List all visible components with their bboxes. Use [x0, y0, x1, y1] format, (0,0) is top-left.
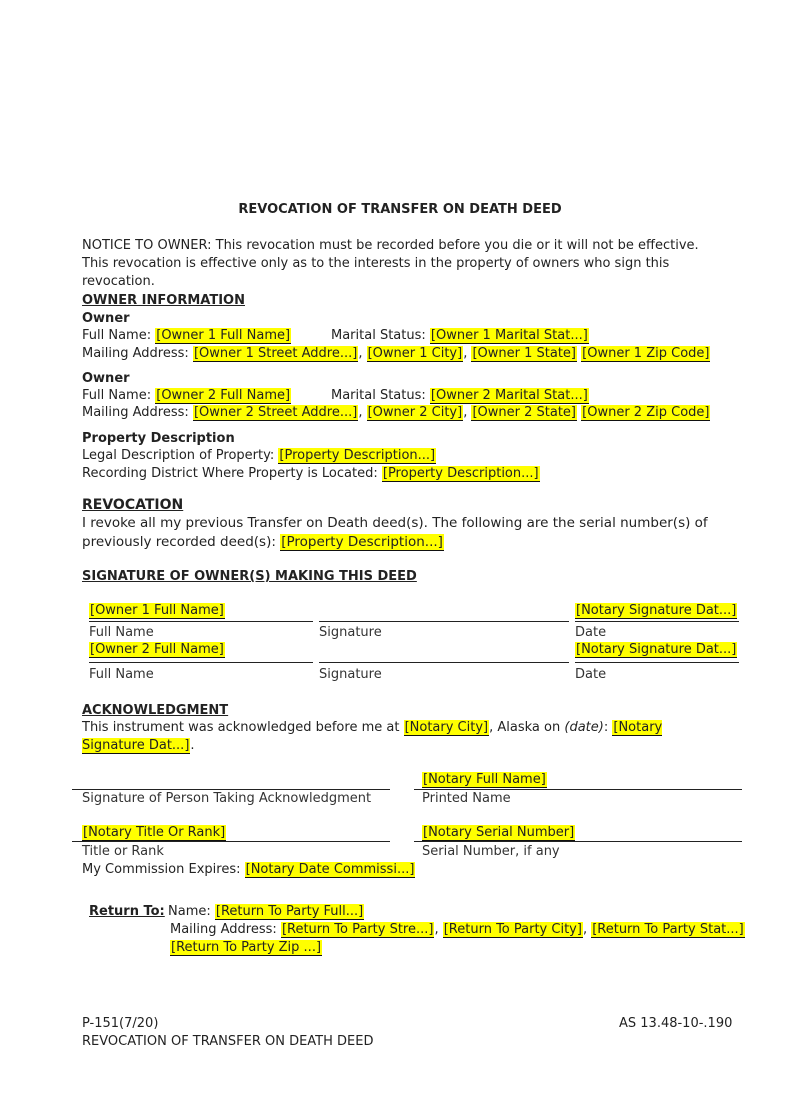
footer-form-id: P-151(7/20) — [82, 1016, 159, 1031]
return-street-field[interactable]: [Return To Party Stre...] — [281, 922, 434, 937]
revocation-serial-field[interactable]: [Property Description...] — [281, 534, 443, 550]
sig-row-2-full-name-label: Full Name — [89, 667, 154, 682]
sig-owner-1-name-field[interactable]: [Owner 1 Full Name] — [90, 603, 224, 618]
notice-text: NOTICE TO OWNER: This revocation must be recorded before you die or it will not be effective. This revocation is effective only as to the interests in the property of owners who sign this revocation. — [82, 238, 699, 289]
printed-name-value — [422, 771, 547, 789]
legal-description-label: Legal Description of Property: — [82, 448, 275, 463]
owner-2-label: Owner — [82, 371, 130, 386]
ack-colon: : — [603, 720, 609, 735]
owner-information-heading: OWNER INFORMATION — [82, 293, 245, 308]
return-city-field[interactable]: [Return To Party City] — [443, 922, 582, 937]
sig-row-1-signature-line[interactable] — [319, 621, 569, 622]
revocation-statement: I revoke all my previous Transfer on Death deed(s). The following are the serial number(s) of previously recorded deed(s): — [82, 515, 708, 550]
legal-description-row — [82, 447, 436, 465]
owner-2-full-name-row — [82, 387, 291, 405]
owner-2-state-field[interactable]: [Owner 2 State] — [472, 405, 577, 420]
recording-district-label: Recording District Where Property is Located: — [82, 466, 378, 481]
notary-serial-field[interactable]: [Notary Serial Number] — [423, 825, 575, 840]
sig-row-2-date-label: Date — [575, 667, 607, 682]
sig-row-2-date-line — [575, 662, 739, 663]
document-title: REVOCATION OF TRANSFER ON DEATH DEED — [238, 202, 562, 217]
owner-2-zip-field[interactable]: [Owner 2 Zip Code] — [582, 405, 710, 420]
full-name-label: Full Name: — [82, 328, 152, 343]
commission-field[interactable]: [Notary Date Commissi...] — [245, 862, 415, 877]
serial-line — [414, 841, 742, 842]
owner-2-street-field[interactable]: [Owner 2 Street Addre...] — [193, 405, 358, 420]
ack-text-mid: , Alaska on — [489, 720, 561, 735]
sig-row-2-signature-line[interactable] — [319, 662, 569, 663]
full-name-label: Full Name: — [82, 388, 152, 403]
recording-district-field[interactable]: [Property Description...] — [382, 466, 539, 481]
ack-text-before: This instrument was acknowledged before me at — [82, 720, 400, 735]
sig-row-1-date-line — [575, 621, 739, 622]
owner-1-mailing-row: Mailing Address: [Owner 1 Street Addre...], [Owner 1 City], [Owner 1 State] [Owner 1 Zip Code] — [82, 346, 710, 361]
sig-owner-2-date-field[interactable]: [Notary Signature Dat...] — [576, 642, 737, 657]
sig-row-1-name — [89, 602, 225, 620]
return-state-field[interactable]: [Return To Party Stat...] — [592, 922, 744, 937]
sig-row-1-full-name-label: Full Name — [89, 625, 154, 640]
owner-2-marital-row — [331, 387, 589, 405]
sig-owner-2-name-field[interactable]: [Owner 2 Full Name] — [90, 642, 224, 657]
return-to-mailing-row: Mailing Address: [Return To Party Stre...], [Return To Party City], [Return To Party Stat...] — [170, 922, 744, 937]
commission-row — [82, 861, 415, 879]
notary-full-name-field[interactable]: [Notary Full Name] — [423, 772, 546, 787]
sig-row-2-signature-label: Signature — [319, 667, 382, 682]
revocation-text — [82, 514, 722, 552]
footer-form-title: REVOCATION OF TRANSFER ON DEATH DEED — [82, 1034, 374, 1049]
serial-value — [422, 824, 575, 842]
sig-row-2-name — [89, 641, 225, 659]
sig-row-1-date-label: Date — [575, 625, 607, 640]
owner-1-label: Owner — [82, 311, 130, 326]
revocation-heading: REVOCATION — [82, 497, 184, 513]
title-line — [72, 841, 390, 842]
owner-1-zip-field[interactable]: [Owner 1 Zip Code] — [582, 346, 710, 361]
legal-description-field[interactable]: [Property Description...] — [279, 448, 436, 463]
ack-period: . — [190, 738, 195, 753]
owner-1-full-name-row — [82, 327, 291, 345]
owner-2-city-field[interactable]: [Owner 2 City] — [367, 405, 463, 420]
sig-row-1-date — [575, 602, 737, 620]
sig-row-1-signature-label: Signature — [319, 625, 382, 640]
serial-label: Serial Number, if any — [422, 844, 560, 859]
mailing-address-label: Mailing Address: — [82, 405, 189, 420]
sig-row-2-name-line — [89, 662, 313, 663]
return-to-name-row — [168, 903, 364, 921]
owner-1-city-field[interactable]: [Owner 1 City] — [367, 346, 463, 361]
return-name-label: Name: — [168, 904, 211, 919]
return-to-zip-row — [170, 939, 322, 957]
marital-status-label: Marital Status: — [331, 328, 426, 343]
owner-1-state-field[interactable]: [Owner 1 State] — [472, 346, 577, 361]
mailing-address-label: Mailing Address: — [82, 346, 189, 361]
owner-1-marital-field[interactable]: [Owner 1 Marital Stat...] — [430, 328, 588, 343]
sig-person-label: Signature of Person Taking Acknowledgment — [82, 791, 372, 806]
acknowledgment-heading: ACKNOWLEDGMENT — [82, 703, 229, 718]
owner-1-street-field[interactable]: [Owner 1 Street Addre...] — [193, 346, 358, 361]
sig-owner-1-date-field[interactable]: [Notary Signature Dat...] — [576, 603, 737, 618]
owner-1-marital-row — [331, 327, 589, 345]
title-value — [82, 824, 226, 842]
marital-status-label: Marital Status: — [331, 388, 426, 403]
ack-date-field[interactable]: [Notary Signature Dat...] — [82, 720, 663, 753]
signature-heading: SIGNATURE OF OWNER(S) MAKING THIS DEED — [82, 569, 417, 584]
return-to-label: Return To: — [89, 904, 165, 919]
sig-row-2-date — [575, 641, 737, 659]
ack-notary-city-field[interactable]: [Notary City] — [404, 720, 489, 735]
acknowledgment-text — [82, 719, 722, 755]
property-description-heading: Property Description — [82, 431, 235, 446]
ack-date-word: (date) — [564, 720, 604, 735]
commission-label: My Commission Expires: — [82, 862, 241, 877]
recording-district-row — [82, 465, 540, 483]
return-mailing-label: Mailing Address: — [170, 922, 277, 937]
return-zip-field[interactable]: [Return To Party Zip ...] — [171, 940, 322, 955]
printed-name-label: Printed Name — [422, 791, 511, 806]
footer-statute: AS 13.48-10-.190 — [619, 1016, 733, 1031]
notary-title-field[interactable]: [Notary Title Or Rank] — [83, 825, 226, 840]
title-label: Title or Rank — [82, 844, 164, 859]
return-name-field[interactable]: [Return To Party Full...] — [215, 904, 364, 919]
sig-row-1-name-line — [89, 621, 313, 622]
owner-2-mailing-row: Mailing Address: [Owner 2 Street Addre...], [Owner 2 City], [Owner 2 State] [Owner 2 Zip Code] — [82, 405, 710, 420]
owner-2-marital-field[interactable]: [Owner 2 Marital Stat...] — [430, 388, 588, 403]
owner-1-full-name-field[interactable]: [Owner 1 Full Name] — [156, 328, 291, 343]
owner-2-full-name-field[interactable]: [Owner 2 Full Name] — [156, 388, 291, 403]
